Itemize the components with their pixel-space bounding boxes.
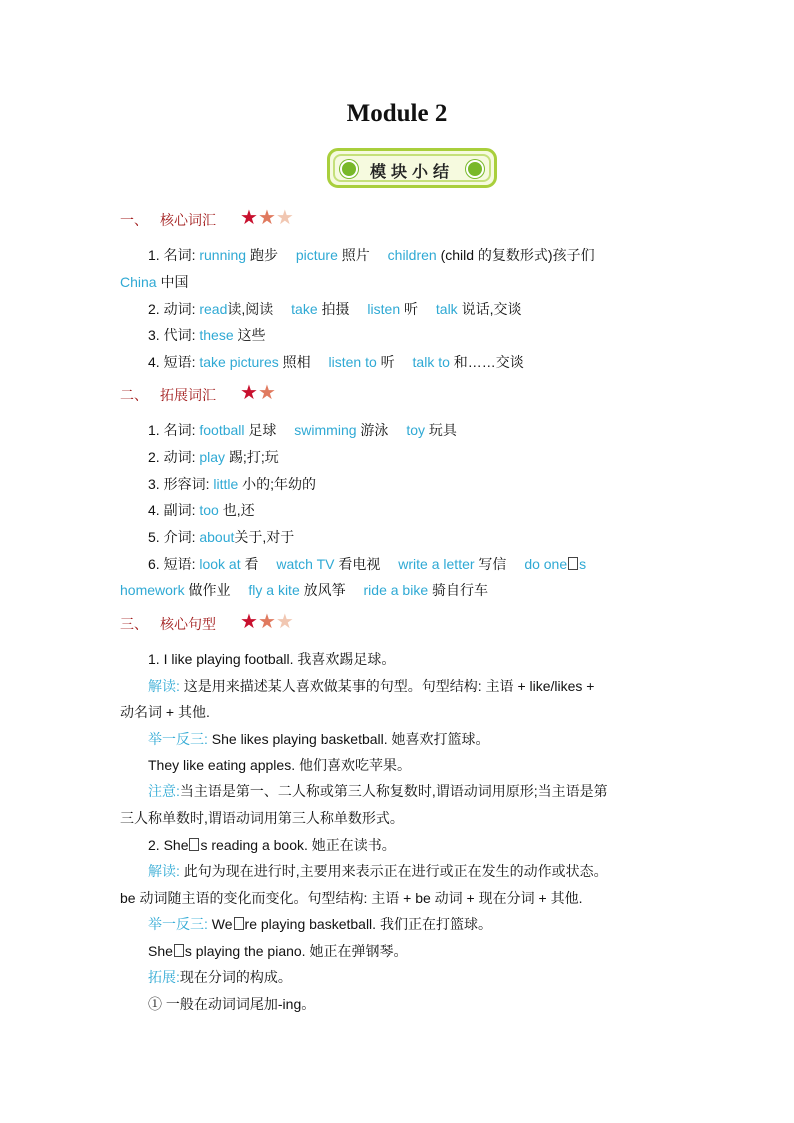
- rating-stars: [240, 208, 294, 228]
- vocab-line: China 中国: [120, 274, 189, 290]
- sentence-line: 解读: 这是用来描述某人喜欢做某事的句型。句型结构: 主语 + like/likes +: [148, 678, 595, 694]
- module-summary-badge: [327, 148, 497, 188]
- sentence-line: 举一反三: We re playing basketball. 我们正在打篮球。: [148, 916, 492, 932]
- vocab-line: 3. 形容词: little 小的;年幼的: [148, 476, 317, 492]
- badge-label: 模块小结: [369, 164, 454, 181]
- section-heading-core-sentences: 三、 核心句型: [120, 616, 216, 632]
- star-icon: ★: [240, 611, 258, 633]
- sentence-line: 三人称单数时,谓语动词用第三人称单数形式。: [120, 810, 404, 826]
- star-icon: ★: [257, 207, 276, 229]
- half-star-icon: ★: [275, 207, 294, 229]
- sentence-line: 1. I like playing football. 我喜欢踢足球。: [148, 651, 396, 667]
- vocab-line: homework 做作业 fly a kite 放风筝 ride a bike 骑自行车: [120, 582, 488, 598]
- rating-stars: [240, 612, 294, 632]
- half-star-icon: ★: [275, 611, 294, 633]
- sentence-line: She s playing the piano. 她正在弹钢琴。: [148, 943, 408, 959]
- sentence-line: 动名词 + 其他.: [120, 704, 210, 720]
- vocab-line: 5. 介词: about关于,对于: [148, 529, 295, 545]
- missing-glyph-box: [568, 557, 578, 570]
- sentence-line: 2. She s reading a book. 她正在读书。: [148, 837, 396, 853]
- vocab-line: 4. 副词: too 也,还: [148, 502, 255, 518]
- star-icon: ★: [240, 382, 258, 404]
- sentence-line: 拓展:现在分词的构成。: [148, 969, 292, 985]
- section-heading-core-vocab: 一、 核心词汇: [120, 212, 216, 228]
- page-title: Module 2: [346, 100, 448, 127]
- sentence-line: 举一反三: She likes playing basketball. 她喜欢打篮球。: [148, 731, 490, 747]
- vocab-line: 3. 代词: these 这些: [148, 327, 266, 343]
- star-icon: ★: [257, 611, 276, 633]
- sentence-line: 解读: 此句为现在进行时,主要用来表示正在进行或正在发生的动作或状态。: [148, 863, 608, 879]
- vocab-line: 2. 动词: play 踢;打;玩: [148, 449, 279, 465]
- sentence-line: 注意:当主语是第一、二人称或第三人称复数时,谓语动词用原形;当主语是第: [148, 783, 608, 799]
- vocab-line: 2. 动词: read读,阅读 take 拍摄 listen 听 talk 说话,交谈: [148, 301, 522, 317]
- section-heading-extended-vocab: 二、 拓展词汇: [120, 387, 216, 403]
- missing-glyph-box: [189, 838, 199, 851]
- missing-glyph-box: [174, 944, 184, 957]
- missing-glyph-box: [234, 917, 244, 930]
- vocab-line: 1. 名词: football 足球 swimming 游泳 toy 玩具: [148, 422, 457, 438]
- sentence-line: be 动词随主语的变化而变化。句型结构: 主语 + be 动词 + 现在分词 + 其他.: [120, 890, 583, 906]
- sentence-line: ① 一般在动词词尾加-ing。: [148, 996, 316, 1012]
- sentence-line: They like eating apples. 他们喜欢吃苹果。: [148, 757, 411, 773]
- half-star-icon: ★: [257, 382, 276, 404]
- vocab-line: 1. 名词: running 跑步 picture 照片 children (child 的复数形式)孩子们: [148, 247, 595, 263]
- star-icon: ★: [240, 207, 258, 229]
- vocab-line: 6. 短语: look at 看 watch TV 看电视 write a letter 写信 do one s: [148, 556, 587, 572]
- vocab-line: 4. 短语: take pictures 照相 listen to 听 talk to 和……交谈: [148, 354, 524, 370]
- rating-stars: [240, 383, 276, 403]
